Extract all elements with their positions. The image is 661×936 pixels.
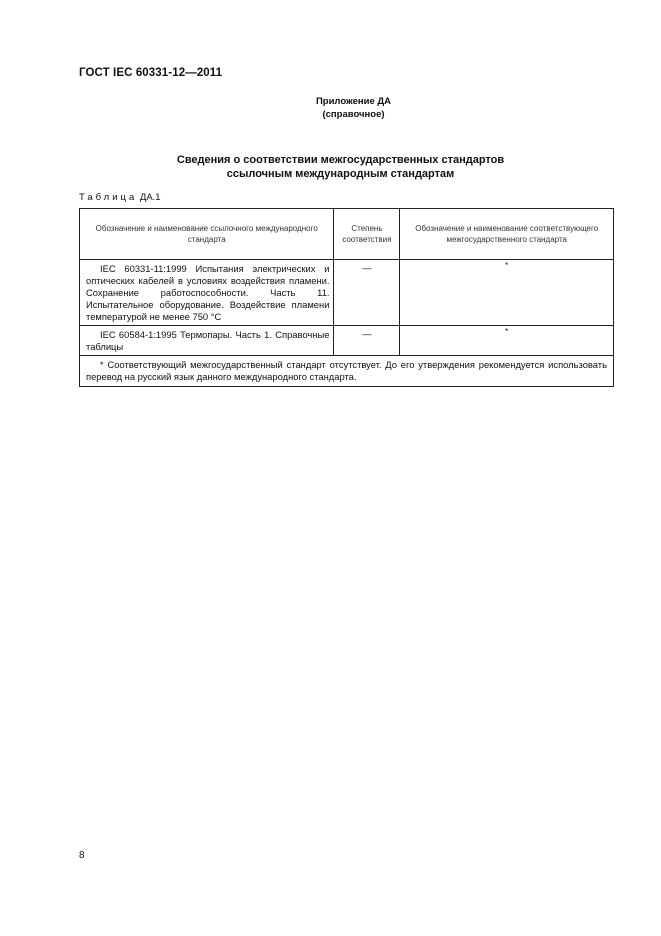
table-row xyxy=(80,326,614,356)
footnote-text: * Соответствующий межгосударственный стандарт отсутствует. До его утверждения рекомендуется использовать перевод на русский язык данного международного стандарта. xyxy=(86,359,607,382)
header-degree: Степень соответствия xyxy=(334,209,400,260)
annex-heading xyxy=(0,95,661,121)
row-degree: — xyxy=(334,326,400,356)
annex-title: Приложение ДА xyxy=(315,96,392,107)
table-footnote xyxy=(80,356,614,387)
row-degree: — xyxy=(334,260,400,326)
annex-subtitle: (справочное) xyxy=(322,109,385,120)
table-caption-id: ДА.1 xyxy=(139,192,161,203)
section-title xyxy=(0,153,661,181)
header-interstate-standard: Обозначение и наименование соответствующего межгосударственного стандарта xyxy=(400,209,614,260)
row-reference-standard xyxy=(80,326,334,356)
section-title-line1: Сведения о соответствии межгосударственных стандартов xyxy=(176,154,505,166)
row-name-text: IEC 60584-1:1995 Термопары. Часть 1. Справочные таблицы xyxy=(86,329,330,352)
header-reference-standard: Обозначение и наименование ссылочного международного стандарта xyxy=(80,209,334,260)
row-reference-standard xyxy=(80,260,334,326)
page-number: 8 xyxy=(79,850,85,861)
document-designation: ГОСТ IEC 60331-12—2011 xyxy=(79,67,223,79)
row-name-text: IEC 60331-11:1999 Испытания электрических и оптических кабелей в условиях воздействия пламени. Сохранение работоспособности. Часть 11. Испытательное оборудование. Воздействие пламени температурой не менее 750 °С xyxy=(86,263,330,322)
section-title-line2: ссылочным международным стандартам xyxy=(226,168,455,180)
row-corresponding: * xyxy=(400,326,614,356)
correspondence-table xyxy=(79,208,614,387)
table-footnote-row xyxy=(80,356,614,387)
row-corresponding: * xyxy=(400,260,614,326)
table-caption xyxy=(79,192,161,203)
table-caption-word: Таблица xyxy=(79,192,138,203)
table-header-row xyxy=(80,209,614,260)
table-row xyxy=(80,260,614,326)
